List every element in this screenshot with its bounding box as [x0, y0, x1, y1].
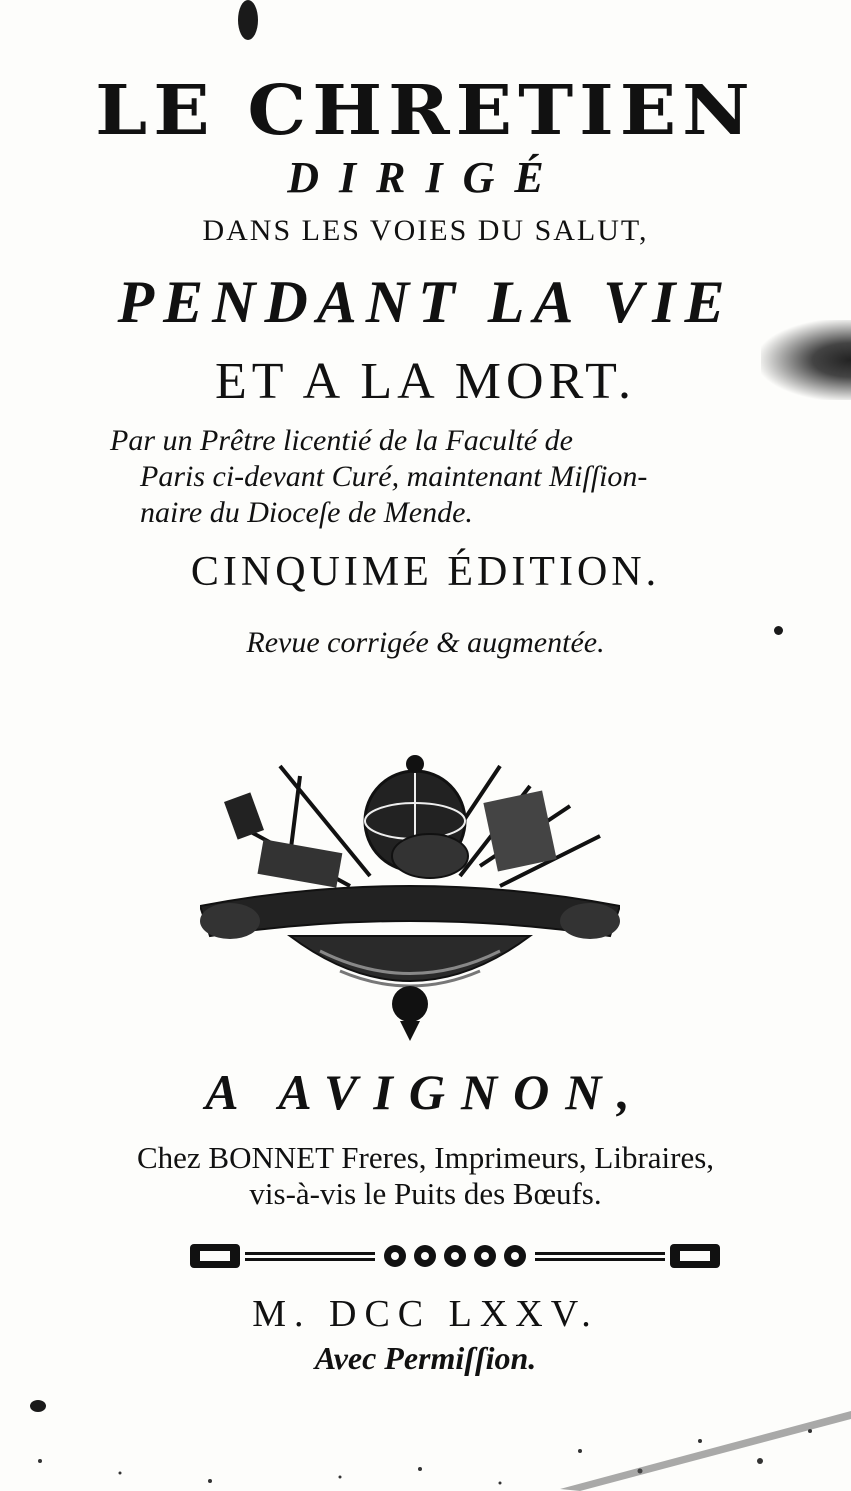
author-line-3: naire du Dioceſe de Mende. [140, 496, 473, 529]
title-line-dirige: DIRIGÉ [287, 153, 564, 202]
imprint-city: A AVIGNON, [205, 1064, 646, 1120]
bottom-speckle-icon [0, 1411, 851, 1491]
edition-label: CINQUIME ÉDITION. [190, 549, 661, 595]
title-line-le-chretien: LE CHRETIEN [95, 71, 756, 151]
imprint-printer-line-1: Chez BONNET Freres, Imprimeurs, Libraires, [136, 1140, 715, 1175]
page-edge-stain-icon [761, 320, 851, 400]
title-line-pendant-la-vie: PENDANT LA VIE [117, 269, 734, 335]
author-statement [110, 423, 790, 531]
edition-note: Revue corrigée & augmentée. [246, 626, 605, 659]
ornament-rule-icon [190, 1238, 720, 1274]
title-line-et-a-la-mort: ET A LA MORT. [214, 353, 637, 410]
publication-date: M. DCC LXXV. [252, 1293, 599, 1335]
printers-vignette-icon [200, 736, 620, 1046]
ink-dot-icon [774, 626, 783, 635]
author-line-2: Paris ci-devant Curé, maintenant Miſſion- [140, 460, 648, 493]
author-line-1: Par un Prêtre licentié de la Faculté de [110, 424, 573, 457]
title-line-voies-du-salut: DANS LES VOIES DU SALUT, [202, 214, 649, 247]
ink-smudge-icon [238, 0, 258, 40]
permission-statement: Avec Permiſſion. [314, 1340, 537, 1376]
imprint-printer-line-2: vis-à-vis le Puits des Bœufs. [249, 1176, 602, 1211]
